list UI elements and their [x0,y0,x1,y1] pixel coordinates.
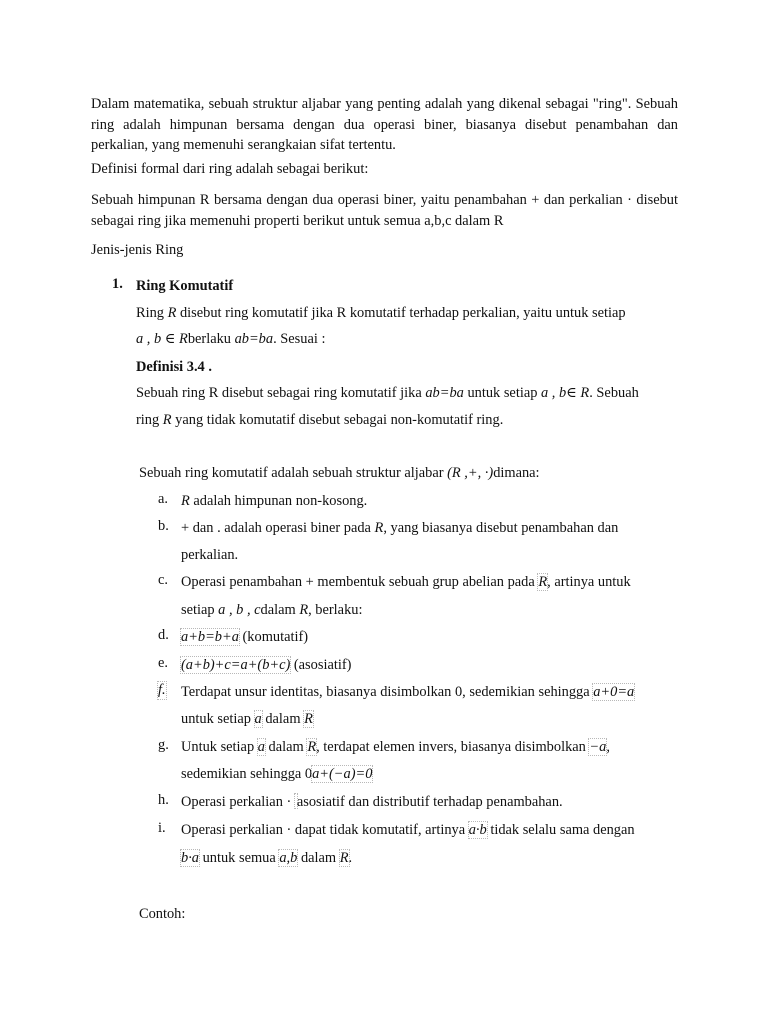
section-text-line-2: a , b ∈ Rberlaku ab=ba. Sesuai : [136,331,326,347]
list-item-d: a+b=b+a (komutatif) [181,629,309,645]
math-expression: b·a [181,850,199,866]
math-expression: a+b=b+a [181,629,239,645]
list-item-c: Operasi penambahan + membentuk sebuah grup abelian pada R, artinya untuk [181,574,631,590]
list-item-g-cont: sedemikian sehingga 0a+(−a)=0 [181,766,373,782]
list-marker-h: h. [158,792,169,808]
list-item-b-cont: perkalian. [181,547,239,563]
list-item-f: Terdapat unsur identitas, biasanya disimbolkan 0, sedemikian sehingga a+0=a [181,684,635,700]
intro-paragraph: Dalam matematika, sebuah struktur aljabar yang penting adalah yang dikenal sebagai "ring". Sebuah ring adalah himpunan bersama dengan dua operasi biner, biasanya disebut penambahan dan perkalian, yang memenuhi serangkaian sifat tertentu. [91,96,678,153]
math-expression: a , b ∈ R [136,331,188,347]
math-expression: a+0=a [593,684,635,700]
math-expression: a , b , c [218,602,261,618]
list-marker-d: d. [158,627,169,643]
math-expression: a+(−a)=0 [312,766,373,782]
math-expression: a·b [468,822,487,838]
list-marker-a: a. [158,491,168,507]
math-expression: ab=ba [234,331,274,347]
list-marker-b: b. [158,518,169,534]
list-item-i-cont: b·a untuk semua a,b dalam R. [181,850,353,866]
definition-line-2: ring R yang tidak komutatif disebut sebagai non-komutatif ring. [136,412,504,428]
math-expression: R [538,574,548,590]
example-label: Contoh: [139,906,186,922]
list-item-e: (a+b)+c=a+(b+c) (asosiatif) [181,657,352,673]
math-expression: a , b∈ R [541,385,590,401]
math-expression: −a [589,739,607,755]
section-number: 1. [112,276,123,292]
list-marker-e: e. [158,655,168,671]
list-marker-i: i. [158,820,166,836]
structure-line: Sebuah ring komutatif adalah sebuah struktur aljabar (R ,+, ·)dimana: [139,465,540,481]
list-item-c-cont: setiap a , b , cdalam R, berlaku: [181,602,363,618]
types-heading: Jenis-jenis Ring [91,242,184,258]
list-item-a: R adalah himpunan non-kosong. [181,493,368,509]
list-item-h: Operasi perkalian · asosiatif dan distributif terhadap penambahan. [181,794,563,810]
section-title: Ring Komutatif [136,278,234,294]
math-expression: ab=ba [425,385,464,401]
section-text-line-1: Ring R disebut ring komutatif jika R komutatif terhadap perkalian, yaitu untuk setiap [136,305,626,321]
ring-definition-paragraph: Sebuah himpunan R bersama dengan dua operasi biner, yaitu penambahan + dan perkalian · disebut sebagai ring jika memenuhi properti berikut untuk semua a,b,c dalam R [91,192,678,229]
math-expression: (a+b)+c=a+(b+c) [181,657,291,673]
list-item-f-cont: untuk setiap a dalam R [181,711,313,727]
list-item-b: + dan . adalah operasi biner pada R, yang biasanya disebut penambahan dan [181,520,619,536]
definition-intro: Definisi formal dari ring adalah sebagai berikut: [91,161,369,177]
list-marker-c: c. [158,572,168,588]
list-item-i: Operasi perkalian · dapat tidak komutatif, artinya a·b tidak selalu sama dengan [181,822,635,838]
list-marker-f: f. [158,682,166,698]
math-expression: (R ,+, ·) [447,465,494,481]
list-marker-g: g. [158,737,169,753]
list-item-g: Untuk setiap a dalam R, terdapat elemen invers, biasanya disimbolkan −a, [181,739,610,755]
definition-title: Definisi 3.4 . [136,359,212,375]
definition-line-1: Sebuah ring R disebut sebagai ring komutatif jika ab=ba untuk setiap a , b∈ R. Sebuah [136,385,639,401]
